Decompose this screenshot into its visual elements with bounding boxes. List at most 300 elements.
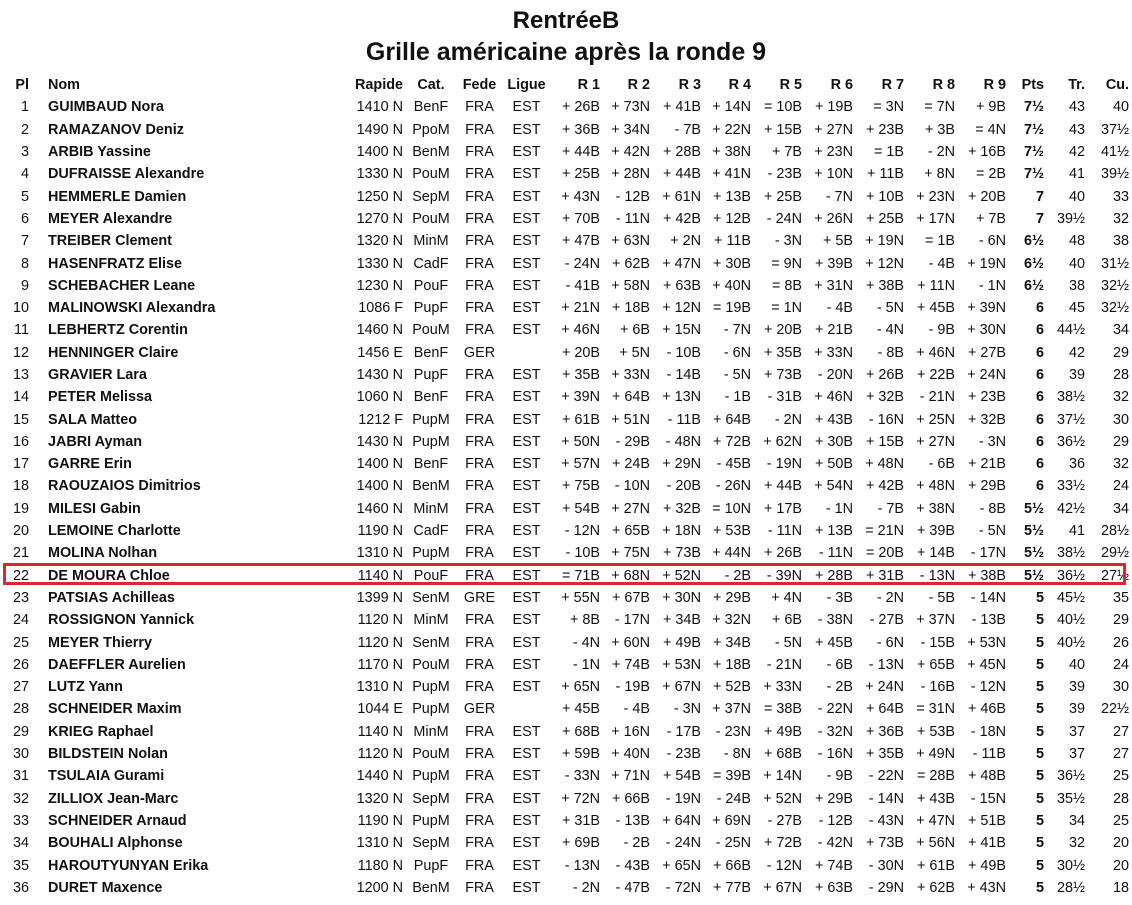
cell-round-6: - 20N — [817, 367, 853, 383]
cell-tiebreak-cu: 34 — [1112, 500, 1129, 517]
cell-tiebreak-cu: 29 — [1112, 433, 1129, 450]
cell-league: EST — [512, 523, 541, 540]
cell-points: 7 — [1035, 188, 1044, 205]
cell-tiebreak-cu: 31½ — [1100, 255, 1129, 272]
cell-round-4: = 39B — [712, 768, 751, 785]
cell-name: ROSSIGNON Yannick — [48, 612, 195, 629]
cell-round-3: + 28B — [662, 144, 701, 161]
cell-tiebreak-cu: 25 — [1112, 812, 1129, 829]
cell-points: 6 — [1035, 456, 1044, 473]
table-row — [0, 609, 1132, 631]
cell-round-4: + 18B — [712, 656, 751, 673]
cell-rapid-rating: 1456 E — [357, 344, 403, 361]
cell-points: 5 — [1035, 768, 1044, 785]
cell-rapid-rating: 1400 N — [356, 144, 403, 161]
cell-name: DURET Maxence — [48, 879, 163, 896]
cell-points: 6 — [1035, 389, 1044, 406]
cell-place: 36 — [12, 879, 29, 896]
cell-federation: FRA — [465, 500, 494, 517]
cell-name: LEBHERTZ Corentin — [48, 322, 188, 339]
cell-round-7: - 13N — [868, 656, 904, 673]
cell-round-9: - 14N — [970, 589, 1006, 606]
cell-round-2: - 47B — [615, 879, 650, 896]
cell-round-2: - 11N — [615, 210, 650, 227]
cell-category: BenF — [413, 456, 449, 473]
cell-place: 17 — [12, 456, 29, 473]
cell-round-6: - 6B — [826, 656, 853, 673]
cell-category: CadF — [413, 255, 449, 272]
cell-name: TREIBER Clement — [48, 233, 172, 250]
cell-round-4: - 8N — [723, 746, 751, 763]
table-row — [0, 453, 1132, 475]
cell-tiebreak-cu: 29 — [1112, 344, 1129, 361]
cell-round-6: + 29B — [814, 790, 853, 807]
cell-place: 23 — [12, 589, 29, 606]
table-row — [0, 854, 1132, 876]
cell-round-6: + 50B — [814, 456, 853, 473]
cell-place: 29 — [12, 723, 29, 740]
table-row-highlighted — [0, 565, 1132, 587]
cell-tiebreak-cu: 20 — [1112, 857, 1129, 874]
cell-place: 28 — [12, 701, 29, 718]
cell-round-2: + 24B — [611, 456, 650, 473]
cell-category: PouM — [412, 210, 450, 227]
cell-tiebreak-cu: 32 — [1112, 389, 1129, 406]
cell-league: EST — [512, 255, 541, 272]
cell-tiebreak-tr: 28½ — [1056, 879, 1085, 896]
cell-tiebreak-cu: 18 — [1112, 879, 1129, 896]
cell-round-4: + 11B — [714, 233, 751, 250]
cell-round-6: + 54N — [814, 478, 853, 495]
cell-round-8: + 65B — [916, 656, 955, 673]
cell-league: EST — [512, 790, 541, 807]
cell-tiebreak-cu: 41½ — [1100, 144, 1129, 161]
cell-federation: FRA — [465, 612, 494, 629]
cell-round-5: + 72B — [763, 835, 802, 852]
cell-round-1: + 44B — [561, 144, 600, 161]
cell-round-2: + 18B — [611, 300, 650, 317]
cell-round-5: - 27B — [767, 812, 802, 829]
cell-place: 21 — [12, 545, 29, 562]
cell-points: 5 — [1035, 589, 1044, 606]
cell-category: BenF — [413, 99, 449, 116]
cell-tiebreak-tr: 40½ — [1056, 612, 1085, 629]
cell-rapid-rating: 1270 N — [356, 210, 403, 227]
cell-federation: FRA — [465, 210, 494, 227]
cell-federation: FRA — [465, 523, 494, 540]
cell-round-6: + 21B — [814, 322, 853, 339]
table-row — [0, 631, 1132, 653]
cell-league: EST — [512, 656, 541, 673]
cell-round-5: - 31B — [767, 389, 802, 406]
cell-round-5: + 15B — [763, 121, 802, 138]
cell-league: EST — [512, 99, 541, 116]
cell-name: RAOUZAIOS Dimitrios — [48, 478, 201, 495]
cell-tiebreak-tr: 41 — [1068, 166, 1085, 183]
cell-round-3: - 14B — [666, 367, 701, 383]
cell-place: 19 — [12, 500, 29, 517]
cell-round-4: + 44N — [712, 545, 751, 562]
cell-federation: FRA — [465, 188, 494, 205]
cell-points: 5 — [1035, 857, 1044, 874]
cell-federation: FRA — [465, 567, 494, 584]
cell-round-8: = 7N — [924, 99, 955, 116]
cell-tiebreak-cu: 32½ — [1100, 277, 1129, 294]
cell-round-6: + 39B — [814, 255, 853, 272]
cell-round-9: + 19N — [967, 255, 1006, 272]
cell-rapid-rating: 1430 N — [356, 433, 403, 450]
cell-round-6: + 63B — [814, 879, 853, 896]
cell-place: 13 — [12, 367, 29, 383]
cell-round-7: - 5N — [876, 300, 904, 317]
cell-federation: FRA — [465, 411, 494, 428]
cell-round-6: - 22N — [817, 701, 853, 718]
cell-points: 6½ — [1023, 277, 1044, 294]
cell-rapid-rating: 1120 N — [357, 746, 403, 763]
cell-tiebreak-tr: 32 — [1068, 835, 1085, 852]
cell-league: EST — [512, 746, 541, 763]
cell-round-8: + 11N — [917, 277, 955, 294]
cell-round-5: = 10B — [763, 99, 802, 116]
cell-name: LEMOINE Charlotte — [48, 523, 181, 540]
cell-tiebreak-tr: 42½ — [1056, 500, 1085, 517]
cell-round-5: - 12N — [766, 857, 802, 874]
cell-points: 5½ — [1023, 500, 1044, 517]
cell-round-1: - 10B — [565, 545, 600, 562]
cell-round-7: + 26B — [865, 367, 904, 383]
cell-round-9: - 8B — [979, 500, 1006, 517]
cell-round-7: + 36B — [865, 723, 904, 740]
cell-round-8: - 5B — [928, 589, 955, 606]
cell-federation: FRA — [465, 478, 494, 495]
column-header-round-8: R 8 — [932, 77, 955, 94]
cell-round-9: + 38B — [967, 567, 1006, 584]
cell-category: SenM — [412, 589, 450, 606]
cell-round-2: + 5N — [619, 344, 650, 361]
cell-rapid-rating: 1330 N — [356, 255, 403, 272]
cell-round-3: - 23B — [666, 746, 701, 763]
table-row — [0, 185, 1132, 207]
cell-round-6: + 26N — [814, 210, 853, 227]
cell-round-6: - 38N — [817, 612, 853, 629]
cell-round-6: + 45B — [814, 634, 853, 651]
cell-rapid-rating: 1086 F — [358, 300, 403, 317]
cell-round-2: + 16N — [611, 723, 650, 740]
table-row — [0, 498, 1132, 520]
cell-round-5: - 3N — [774, 233, 802, 250]
table-row — [0, 386, 1132, 408]
cell-round-1: + 54B — [561, 500, 600, 517]
cell-round-6: - 9B — [826, 768, 853, 785]
column-header-tiebreak-tr: Tr. — [1068, 77, 1085, 94]
cell-round-2: + 68N — [611, 567, 650, 584]
cell-name: HAROUTYUNYAN Erika — [48, 857, 209, 874]
cell-round-8: + 43B — [916, 790, 955, 807]
cell-round-1: + 50N — [561, 433, 600, 450]
cell-place: 27 — [12, 679, 29, 696]
cell-round-4: + 40N — [712, 277, 751, 294]
cell-round-1: + 70B — [561, 210, 600, 227]
cell-round-2: + 58N — [611, 277, 650, 294]
cell-tiebreak-cu: 30 — [1112, 679, 1129, 696]
cell-league: EST — [512, 322, 541, 339]
cell-category: MinM — [413, 233, 449, 250]
column-header-round-6: R 6 — [830, 77, 853, 94]
cell-league: EST — [512, 210, 541, 227]
cell-round-2: + 74B — [611, 656, 650, 673]
cell-round-8: + 23N — [916, 188, 955, 205]
cell-round-6: - 12B — [818, 812, 853, 829]
cell-round-2: + 6B — [619, 322, 650, 339]
cell-round-4: + 69N — [712, 812, 751, 829]
table-row — [0, 832, 1132, 854]
cell-round-4: + 72B — [712, 433, 751, 450]
cell-place: 26 — [12, 656, 29, 673]
cell-round-2: - 13B — [615, 812, 650, 829]
cell-category: BenM — [412, 879, 450, 896]
cell-round-1: - 1N — [572, 656, 600, 673]
cell-place: 20 — [12, 523, 29, 540]
column-header-points: Pts — [1021, 77, 1044, 94]
cell-tiebreak-tr: 38½ — [1056, 545, 1085, 562]
cell-round-7: = 21N — [865, 523, 904, 540]
cell-round-9: + 29B — [967, 478, 1006, 495]
cell-round-7: - 2N — [876, 589, 904, 606]
cell-rapid-rating: 1310 N — [356, 545, 403, 562]
cell-round-8: + 45B — [916, 300, 955, 317]
cell-round-6: + 46N — [814, 389, 853, 406]
cell-round-5: - 11N — [767, 523, 802, 540]
cell-round-2: + 42N — [611, 144, 650, 161]
cell-round-9: + 21B — [967, 456, 1006, 473]
cell-league: EST — [512, 411, 541, 428]
cell-rapid-rating: 1140 N — [357, 723, 403, 740]
cell-name: HENNINGER Claire — [48, 344, 179, 361]
cell-rapid-rating: 1310 N — [356, 679, 403, 696]
table-row — [0, 297, 1132, 319]
cell-round-6: + 27N — [814, 121, 853, 138]
cell-federation: FRA — [465, 679, 494, 696]
cell-round-8: + 49N — [916, 746, 955, 763]
cell-rapid-rating: 1410 N — [356, 99, 403, 116]
cell-federation: FRA — [465, 121, 494, 138]
cell-round-5: + 68B — [763, 746, 802, 763]
cell-league: EST — [512, 500, 541, 517]
cell-category: PupM — [412, 768, 450, 785]
column-header-round-2: R 2 — [627, 77, 650, 94]
cell-league: EST — [512, 612, 541, 629]
cell-round-1: + 36B — [561, 121, 600, 138]
cell-round-7: + 48N — [865, 456, 904, 473]
cell-round-3: - 17B — [666, 723, 701, 740]
cell-round-5: + 17B — [763, 500, 802, 517]
cell-round-2: + 34N — [611, 121, 650, 138]
cell-round-5: + 14N — [763, 768, 802, 785]
cell-rapid-rating: 1320 N — [356, 233, 403, 250]
cell-points: 6 — [1035, 411, 1044, 428]
cell-round-6: + 19B — [814, 99, 853, 116]
cell-tiebreak-tr: 37 — [1068, 746, 1085, 763]
cell-league: EST — [512, 188, 541, 205]
cell-round-1: - 13N — [564, 857, 600, 874]
table-row — [0, 654, 1132, 676]
cell-round-4: = 19B — [712, 300, 751, 317]
cell-league: EST — [512, 567, 541, 584]
cell-category: BenF — [413, 389, 449, 406]
cell-tiebreak-cu: 32½ — [1100, 300, 1129, 317]
cell-round-7: + 38B — [865, 277, 904, 294]
cell-tiebreak-cu: 27½ — [1100, 567, 1129, 584]
cell-tiebreak-cu: 28 — [1112, 367, 1129, 383]
cell-points: 6 — [1035, 478, 1044, 495]
cell-round-7: = 3N — [873, 99, 904, 116]
cell-round-1: - 2N — [572, 879, 600, 896]
cell-round-3: + 61N — [662, 188, 701, 205]
cell-tiebreak-tr: 40½ — [1056, 634, 1085, 651]
cell-round-3: + 42B — [662, 210, 701, 227]
cell-round-3: - 24N — [665, 835, 701, 852]
cell-round-5: = 9N — [771, 255, 802, 272]
cell-round-6: - 4B — [826, 300, 853, 317]
cell-round-7: - 14N — [868, 790, 904, 807]
cell-round-5: + 49B — [763, 723, 802, 740]
cell-round-2: - 10N — [614, 478, 650, 495]
cell-name: RAMAZANOV Deniz — [48, 121, 184, 138]
cell-round-9: + 51B — [967, 812, 1006, 829]
table-row — [0, 275, 1132, 297]
cell-place: 25 — [12, 634, 29, 651]
cell-name: SCHEBACHER Leane — [48, 277, 196, 294]
cell-round-6: - 2B — [826, 679, 853, 696]
cell-round-1: - 4N — [572, 634, 600, 651]
cell-round-7: - 43N — [868, 812, 904, 829]
cell-place: 30 — [12, 746, 29, 763]
cell-round-7: - 8B — [877, 344, 904, 361]
cell-name: SCHNEIDER Arnaud — [48, 812, 187, 829]
cell-league: EST — [512, 456, 541, 473]
cell-round-6: + 74B — [814, 857, 853, 874]
table-header — [0, 74, 1132, 96]
cell-rapid-rating: 1190 N — [357, 523, 403, 540]
cell-round-3: + 73B — [662, 545, 701, 562]
cell-round-2: + 66B — [611, 790, 650, 807]
table-row — [0, 743, 1132, 765]
cell-league: EST — [512, 367, 541, 383]
cell-tiebreak-cu: 32 — [1112, 210, 1129, 227]
cell-round-5: - 21N — [766, 656, 802, 673]
cell-federation: FRA — [465, 768, 494, 785]
table-row — [0, 96, 1132, 118]
cell-points: 6 — [1035, 433, 1044, 450]
cell-tiebreak-tr: 39 — [1068, 701, 1085, 718]
cell-round-1: + 55N — [561, 589, 600, 606]
column-header-rapid-rating: Rapide — [355, 77, 403, 94]
cell-round-1: + 8B — [569, 612, 600, 629]
cell-round-8: - 15B — [920, 634, 955, 651]
cell-points: 6 — [1035, 322, 1044, 339]
cell-round-4: - 1B — [724, 389, 751, 406]
cell-name: BOUHALI Alphonse — [48, 835, 183, 852]
cell-tiebreak-cu: 20 — [1112, 835, 1129, 852]
cell-federation: FRA — [465, 835, 494, 852]
cell-round-7: + 12N — [865, 255, 904, 272]
cell-tiebreak-cu: 27 — [1112, 723, 1129, 740]
cell-category: BenF — [413, 344, 449, 361]
cell-round-7: - 4N — [876, 322, 904, 339]
cell-round-5: + 6B — [771, 612, 802, 629]
table-body — [0, 96, 1132, 899]
cell-round-8: - 21N — [919, 389, 955, 406]
cell-rapid-rating: 1460 N — [356, 322, 403, 339]
cell-round-5: + 25B — [763, 188, 802, 205]
cell-round-9: - 1N — [978, 277, 1006, 294]
cell-round-7: + 31B — [865, 567, 904, 584]
cell-round-8: + 37N — [916, 612, 955, 629]
cell-round-5: - 5N — [774, 634, 802, 651]
cell-category: PupM — [412, 812, 450, 829]
table-row — [0, 676, 1132, 698]
cell-round-2: + 63N — [611, 233, 650, 250]
cell-round-9: + 23B — [967, 389, 1006, 406]
cell-tiebreak-tr: 36 — [1068, 456, 1085, 473]
cell-round-9: + 24N — [967, 367, 1006, 383]
cell-round-1: + 39N — [561, 389, 600, 406]
cell-round-6: + 43B — [814, 411, 853, 428]
cell-category: PupF — [413, 300, 449, 317]
cell-round-5: + 20B — [763, 322, 802, 339]
cell-round-6: + 31N — [814, 277, 853, 294]
cell-tiebreak-tr: 40 — [1068, 188, 1085, 205]
cell-round-8: + 53B — [916, 723, 955, 740]
cell-league: EST — [512, 233, 541, 250]
table-row — [0, 698, 1132, 720]
cell-round-1: - 12N — [564, 523, 600, 540]
cell-round-7: + 11B — [867, 166, 904, 183]
cell-tiebreak-cu: 26 — [1112, 634, 1129, 651]
cell-place: 33 — [12, 812, 29, 829]
cell-place: 15 — [12, 411, 29, 428]
cell-round-4: + 77B — [712, 879, 751, 896]
cell-round-6: + 10N — [814, 166, 853, 183]
cell-round-7: = 1B — [873, 144, 904, 161]
cell-round-9: = 2B — [975, 166, 1006, 183]
cell-rapid-rating: 1440 N — [356, 768, 403, 785]
column-header-league: Ligue — [507, 77, 546, 94]
cell-rapid-rating: 1200 N — [356, 879, 403, 896]
cell-category: PouF — [413, 567, 449, 584]
cell-place: 6 — [20, 210, 29, 227]
cell-round-5: - 19N — [766, 456, 802, 473]
cell-league — [503, 342, 550, 364]
cell-name: GUIMBAUD Nora — [48, 99, 164, 116]
cell-rapid-rating: 1060 N — [356, 389, 403, 406]
cell-round-5: + 7B — [771, 144, 802, 161]
cell-round-7: + 35B — [865, 746, 904, 763]
cell-points: 5 — [1035, 656, 1044, 673]
cell-points: 5 — [1035, 612, 1044, 629]
cell-league: EST — [512, 121, 541, 138]
table-row — [0, 431, 1132, 453]
cell-points: 6½ — [1023, 255, 1044, 272]
cell-round-9: + 9B — [975, 99, 1006, 116]
table-row — [0, 721, 1132, 743]
table-row — [0, 319, 1132, 341]
cell-points: 7 — [1035, 210, 1044, 227]
cell-round-4: + 41N — [712, 166, 751, 183]
cell-round-4: - 26N — [715, 478, 751, 495]
cell-round-8: + 38N — [916, 500, 955, 517]
cell-round-7: + 24N — [865, 679, 904, 696]
